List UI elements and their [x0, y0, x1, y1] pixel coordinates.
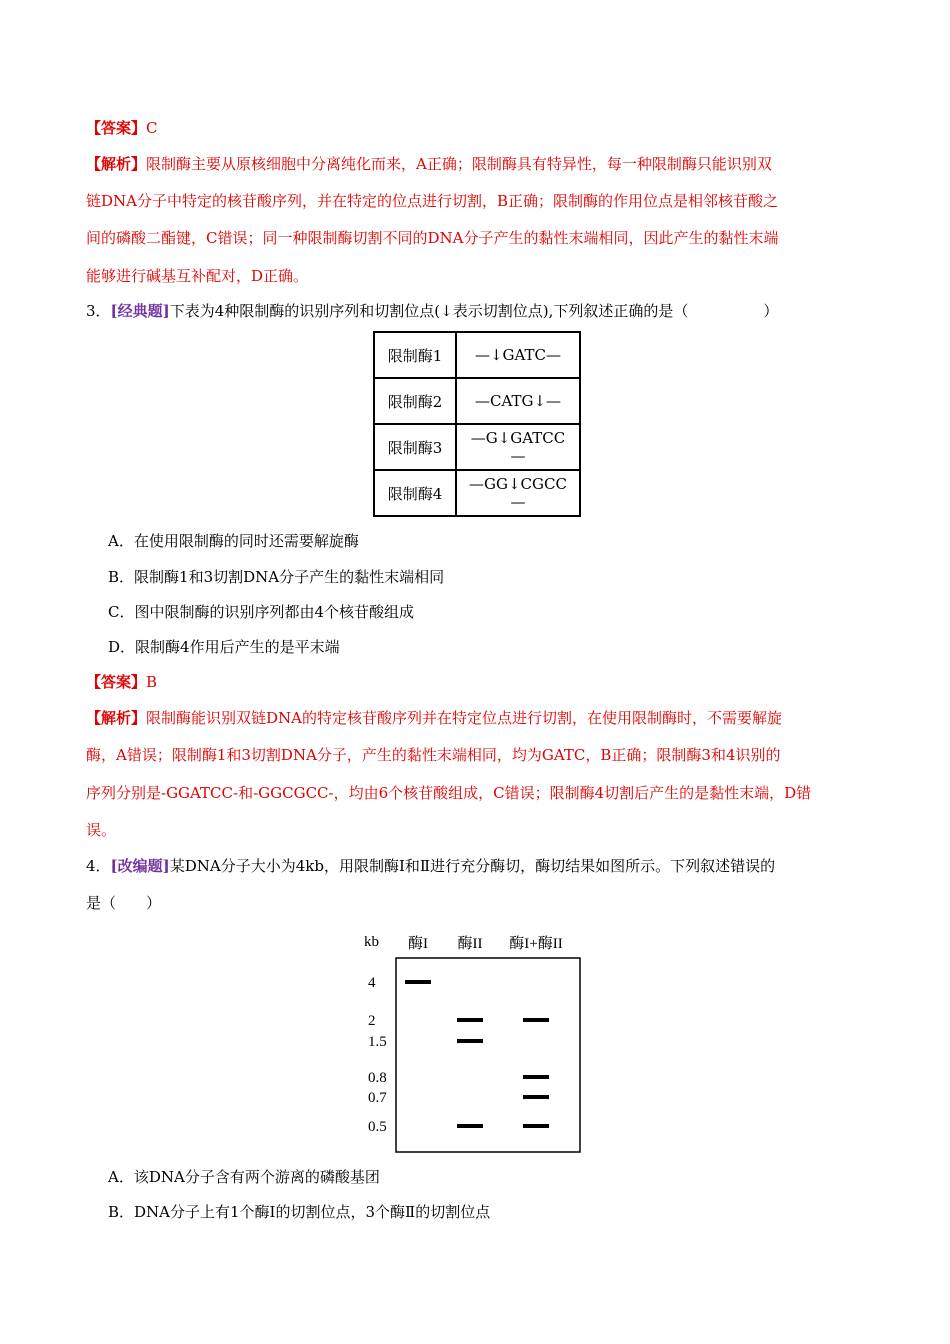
answer-tag: 【答案】: [86, 119, 147, 137]
analysis-tag: 【解析】: [86, 709, 147, 727]
q4-option-b[interactable]: B．DNA分子上有1个酶Ⅰ的切割位点，3个酶Ⅱ的切割位点: [108, 1203, 491, 1221]
q2-analysis-line-3: 间的磷酸二酯键，C错误；同一种限制酶切割不同的DNA分子产生的黏性末端相同，因此产生的黏性末端: [86, 229, 779, 247]
enzyme-sequence: —↓GATC—: [456, 332, 580, 378]
enzyme-sequence: —GG↓CGCC—: [456, 470, 580, 516]
enzyme-table: [373, 331, 581, 517]
table-row: [374, 378, 580, 424]
lane-label-1: 酶I: [408, 936, 428, 952]
gel-marker-label: 0.5: [368, 1119, 387, 1135]
q4-stem-line-2: 是（ ）: [86, 894, 162, 912]
question-number: 3．: [86, 302, 111, 320]
q3-analysis-line-4: 误。: [86, 821, 117, 839]
q3-stem: [86, 301, 778, 321]
gel-band: [457, 1039, 483, 1043]
q3-answer: [86, 672, 157, 692]
gel-marker-label: 1.5: [368, 1034, 387, 1050]
question-text: 下表为4种限制酶的识别序列和切割位点(↓表示切割位点),下列叙述正确的是（ ）: [169, 302, 779, 320]
gel-diagram: [358, 926, 598, 1156]
gel-band: [523, 1124, 549, 1128]
table-row: [374, 332, 580, 378]
question-tag: [改编题]: [110, 857, 170, 875]
q4-stem-line-1: [86, 856, 775, 876]
gel-unit-label: kb: [364, 934, 379, 950]
gel-band: [457, 1124, 483, 1128]
gel-marker-label: 4: [368, 975, 376, 991]
enzyme-sequence: —G↓GATCC—: [456, 424, 580, 470]
question-text: 某DNA分子大小为4kb，用限制酶Ⅰ和Ⅱ进行充分酶切，酶切结果如图所示。下列叙述错误的: [169, 857, 776, 875]
analysis-tag: 【解析】: [86, 155, 147, 173]
analysis-text: 限制酶能识别双链DNA的特定核苷酸序列并在特定位点进行切割，在使用限制酶时，不需要解旋: [146, 709, 783, 727]
gel-marker-label: 0.8: [368, 1070, 387, 1086]
analysis-text: 限制酶主要从原核细胞中分离纯化而来，A正确；限制酶具有特异性，每一种限制酶只能识别双: [146, 155, 772, 173]
question-number: 4．: [86, 857, 111, 875]
gel-band: [523, 1018, 549, 1022]
enzyme-name: 限制酶1: [374, 332, 456, 378]
answer-value: C: [146, 119, 158, 137]
q3-option-a[interactable]: A．在使用限制酶的同时还需要解旋酶: [108, 532, 359, 550]
q2-analysis-line-1: [86, 154, 772, 174]
question-tag: [经典题]: [110, 302, 170, 320]
q3-analysis-line-3: 序列分别是-GGATCC-和-GGCGCC-，均由6个核苷酸组成，C错误；限制酶4切割后产生的是黏性末端，D错: [86, 784, 812, 802]
q4-option-a[interactable]: A．该DNA分子含有两个游离的磷酸基团: [108, 1168, 380, 1186]
enzyme-name: 限制酶3: [374, 424, 456, 470]
gel-band: [523, 1075, 549, 1079]
gel-band: [405, 980, 431, 984]
q3-analysis-line-1: [86, 708, 782, 728]
gel-marker-label: 0.7: [368, 1090, 387, 1106]
gel-frame: [396, 958, 580, 1152]
gel-electrophoresis-figure: [358, 926, 598, 1156]
gel-band: [523, 1095, 549, 1099]
gel-marker-label: 2: [368, 1013, 376, 1029]
answer-tag: 【答案】: [86, 673, 147, 691]
answer-value: B: [146, 673, 158, 691]
q3-option-b[interactable]: B．限制酶1和3切割DNA分子产生的黏性末端相同: [108, 568, 445, 586]
q2-analysis-line-4: 能够进行碱基互补配对，D正确。: [86, 267, 309, 285]
table-row: [374, 470, 580, 516]
lane-label-3: 酶I+酶II: [509, 936, 563, 952]
q3-option-c[interactable]: C．图中限制酶的识别序列都由4个核苷酸组成: [108, 603, 415, 621]
enzyme-name: 限制酶2: [374, 378, 456, 424]
q2-analysis-line-2: 链DNA分子中特定的核苷酸序列，并在特定的位点进行切割，B正确；限制酶的作用位点是相邻核苷酸之: [86, 192, 779, 210]
lane-label-2: 酶II: [457, 936, 483, 952]
q3-analysis-line-2: 酶，A错误；限制酶1和3切割DNA分子，产生的黏性末端相同，均为GATC，B正确；限制酶3和4识别的: [86, 746, 781, 764]
enzyme-name: 限制酶4: [374, 470, 456, 516]
gel-band: [457, 1018, 483, 1022]
q3-option-d[interactable]: D．限制酶4作用后产生的是平末端: [108, 638, 340, 656]
enzyme-sequence: —CATG↓—: [456, 378, 580, 424]
q2-answer: [86, 118, 158, 138]
table-row: [374, 424, 580, 470]
